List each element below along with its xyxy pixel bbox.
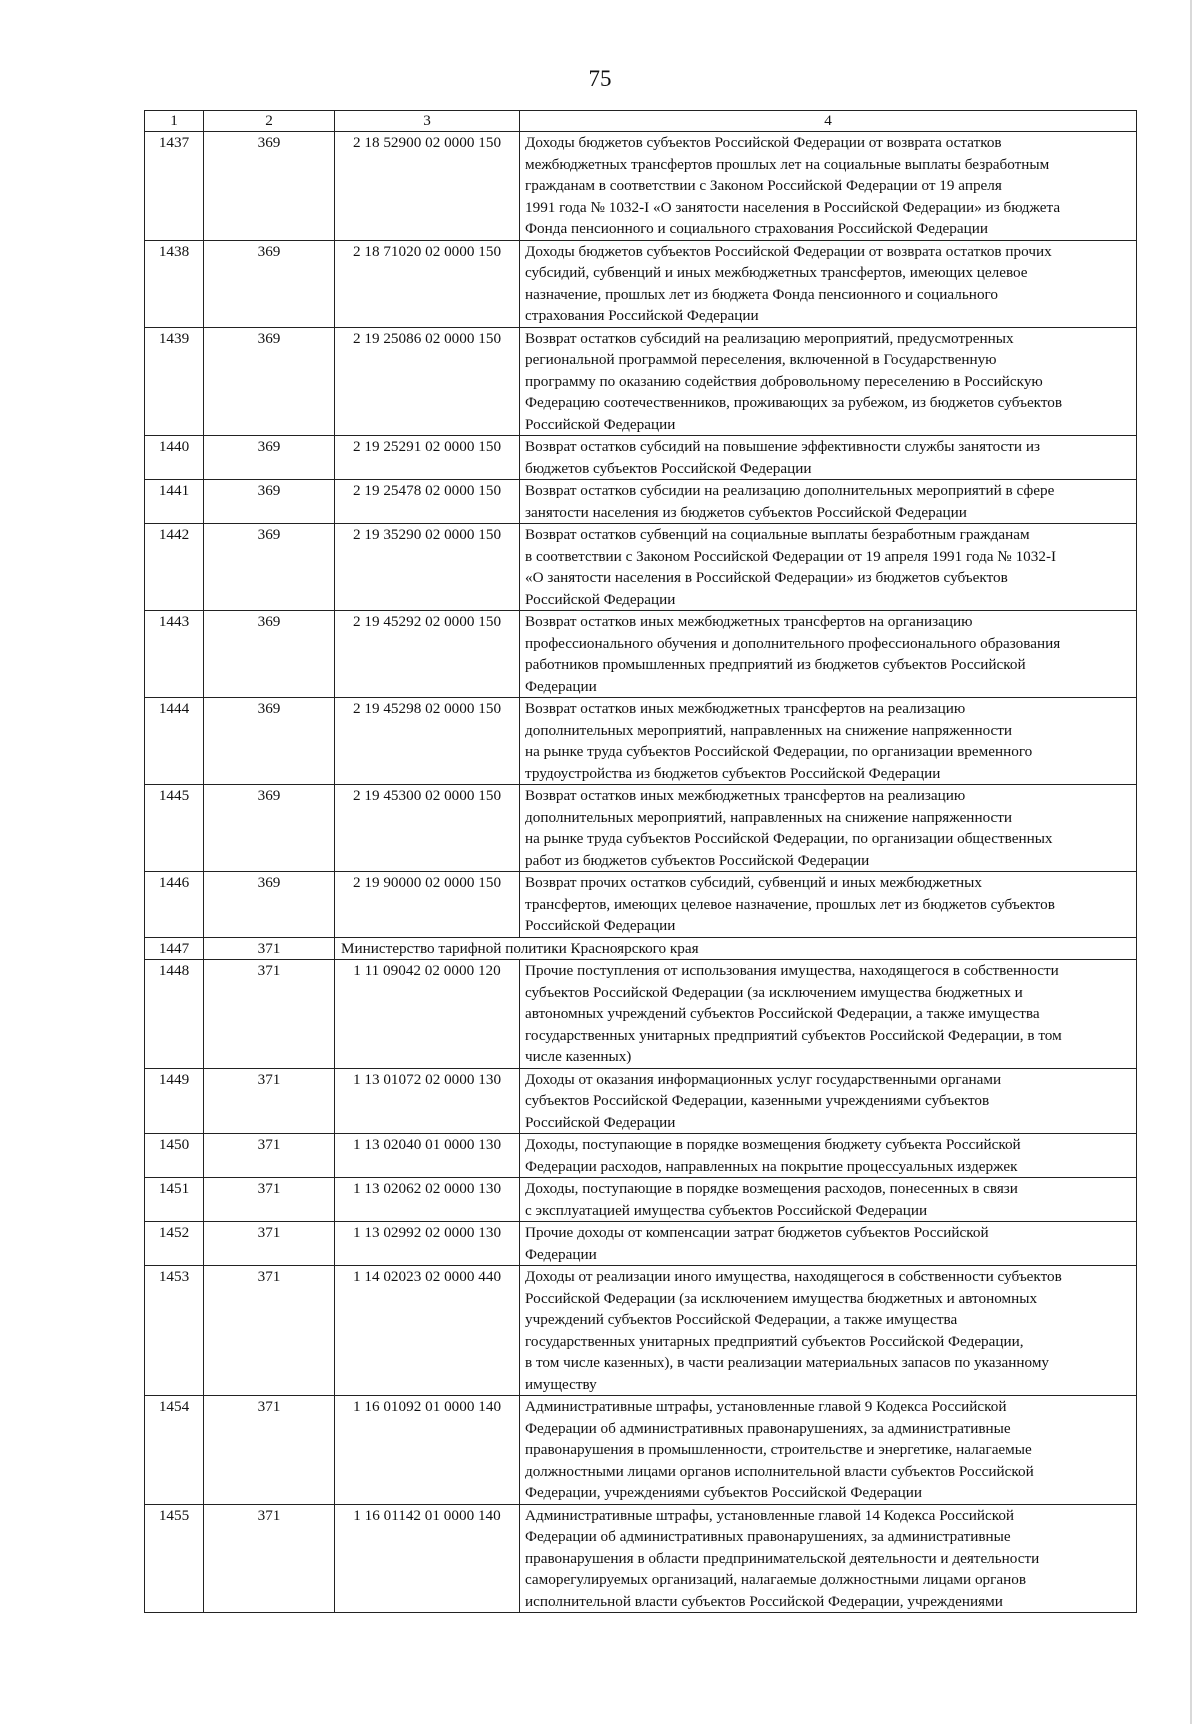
row-number-cell: 1441 [145,480,204,524]
description-line: трансфертов, имеющих целевое назначение, прошлых лет из бюджетов субъектов [525,895,1055,913]
description-line: в том числе казенных), в части реализации материальных запасов по указанному [525,1354,1050,1371]
description-line: Административные штрафы, установленные главой 14 Кодекса Российской [525,1506,1015,1524]
table-row [145,611,1137,698]
budget-code-cell: 1 16 01142 01 0000 140 [335,1504,520,1613]
description-line: Федерации, учреждениями субъектов Российской Федерации [525,1484,923,1501]
row-number-cell: 1438 [145,240,204,327]
description-line: профессионального обучения и дополнительного профессионального образования [525,634,1061,652]
description-line: Российской Федерации [525,1113,676,1131]
description-line: субъектов Российской Федерации, казенными учреждениями субъектов [525,1092,990,1109]
description-line: на рынке труда субъектов Российской Федерации, по организации общественных [525,830,1053,847]
scan-edge-line [1190,0,1192,1724]
admin-code-cell: 371 [204,1222,335,1266]
description-line: 1991 года № 1032-I «О занятости населения в Российской Федерации» из бюджета [525,198,1061,216]
description-line: Федерации расходов, направленных на покрытие процессуальных издержек [525,1157,1018,1175]
description-line: трудоустройства из бюджетов субъектов Российской Федерации [525,764,941,782]
table-row [145,480,1137,524]
description-line: назначение, прошлых лет из бюджета Фонда пенсионного и социального [525,285,998,303]
description-line: Возврат остатков субсидий на повышение эффективности службы занятости из [525,438,1040,455]
budget-code-cell: 2 19 25086 02 0000 150 [335,327,520,436]
description-cell [520,1134,1137,1178]
budget-codes-table [144,110,1137,1613]
page-number: 75 [588,66,612,91]
description-cell [520,327,1137,436]
description-line: государственных унитарных предприятий субъектов Российской Федерации, [525,1332,1024,1350]
row-number-cell: 1446 [145,872,204,938]
table-row [145,1504,1137,1613]
row-number-cell: 1454 [145,1396,204,1505]
header-col-3: 3 [335,111,520,132]
admin-code-cell: 371 [204,937,335,960]
admin-code-cell: 369 [204,240,335,327]
budget-code-cell: 2 18 71020 02 0000 150 [335,240,520,327]
table-row [145,240,1137,327]
description-line: Доходы бюджетов субъектов Российской Федерации от возврата остатков [525,134,1002,151]
admin-code-cell: 371 [204,1396,335,1505]
description-line: учреждений субъектов Российской Федерации, а также имущества [525,1311,958,1328]
description-line: Административные штрафы, установленные главой 9 Кодекса Российской [525,1398,1007,1415]
budget-code-cell: 1 13 01072 02 0000 130 [335,1068,520,1134]
description-line: с эксплуатацией имущества субъектов Российской Федерации [525,1201,928,1219]
description-line: государственных унитарных предприятий субъектов Российской Федерации, в том [525,1026,1062,1044]
description-line: Возврат остатков иных межбюджетных трансфертов на реализацию [525,700,966,717]
admin-code-cell: 369 [204,698,335,785]
description-line: Доходы, поступающие в порядке возмещения бюджету субъекта Российской [525,1136,1021,1153]
budget-code-cell: 1 11 09042 02 0000 120 [335,960,520,1069]
budget-code-cell: 2 19 45292 02 0000 150 [335,611,520,698]
row-number-cell: 1448 [145,960,204,1069]
description-line: Возврат остатков иных межбюджетных трансфертов на организацию [525,613,973,630]
row-number-cell: 1447 [145,937,204,960]
description-line: Возврат прочих остатков субсидий, субвенций и иных межбюджетных [525,874,982,891]
description-line: Прочие доходы от компенсации затрат бюджетов субъектов Российской [525,1224,989,1241]
description-line: Прочие поступления от использования имущества, находящегося в собственности [525,962,1059,979]
admin-code-cell: 371 [204,1266,335,1396]
description-line: Федерации [525,1245,597,1263]
description-line: работ из бюджетов субъектов Российской Федерации [525,851,870,869]
description-line: Доходы бюджетов субъектов Российской Федерации от возврата остатков прочих [525,242,1052,260]
description-cell [520,1504,1137,1613]
table-row [145,524,1137,611]
row-number-cell: 1455 [145,1504,204,1613]
description-line: автономных учреждений субъектов Российской Федерации, а также имущества [525,1005,1040,1022]
admin-code-cell: 369 [204,524,335,611]
description-cell [520,698,1137,785]
budget-code-cell: 1 13 02992 02 0000 130 [335,1222,520,1266]
description-cell [520,960,1137,1069]
row-number-cell: 1444 [145,698,204,785]
description-line: числе казенных) [525,1048,632,1065]
description-cell [520,1266,1137,1396]
header-col-4: 4 [520,111,1137,132]
description-cell [520,611,1137,698]
admin-code-cell: 369 [204,872,335,938]
budget-code-cell: 2 19 45300 02 0000 150 [335,785,520,872]
row-number-cell: 1445 [145,785,204,872]
description-line: Доходы от оказания информационных услуг государственными органами [525,1070,1002,1088]
description-line: Российской Федерации (за исключением имущества бюджетных и автономных [525,1289,1038,1307]
description-line: дополнительных мероприятий, направленных на снижение напряженности [525,808,1013,826]
description-cell [520,240,1137,327]
table-row [145,960,1137,1069]
admin-code-cell: 371 [204,1134,335,1178]
description-line: должностными лицами органов исполнительной власти субъектов Российской [525,1462,1034,1480]
budget-code-cell: 1 14 02023 02 0000 440 [335,1266,520,1396]
description-line: Возврат остатков субсидий на реализацию мероприятий, предусмотренных [525,329,1014,347]
description-line: работников промышленных предприятий из бюджетов субъектов Российской [525,656,1026,673]
description-cell [520,1178,1137,1222]
description-cell [520,785,1137,872]
table-row [145,1266,1137,1396]
table-row [145,698,1137,785]
description-cell [520,132,1137,241]
description-line: Российской Федерации [525,590,676,608]
description-line: Доходы, поступающие в порядке возмещения расходов, понесенных в связи [525,1180,1018,1197]
table-row [145,1134,1137,1178]
description-line: страхования Российской Федерации [525,307,759,324]
description-line: межбюджетных трансфертов прошлых лет на социальные выплаты безработным [525,155,1050,173]
description-line: Доходы от реализации иного имущества, находящегося в собственности субъектов [525,1268,1062,1285]
budget-code-cell: 2 19 45298 02 0000 150 [335,698,520,785]
row-number-cell: 1439 [145,327,204,436]
budget-code-cell: 1 13 02062 02 0000 130 [335,1178,520,1222]
description-line: Возврат остатков субвенций на социальные выплаты безработным гражданам [525,526,1030,543]
row-number-cell: 1442 [145,524,204,611]
table-body [145,132,1137,1613]
description-line: саморегулируемых организаций, налагаемые должностными лицами органов [525,1571,1027,1588]
budget-code-cell: 2 18 52900 02 0000 150 [335,132,520,241]
header-row [145,111,1137,132]
row-number-cell: 1453 [145,1266,204,1396]
description-line: субсидий, субвенций и иных межбюджетных трансфертов, имеющих целевое [525,264,1028,281]
budget-code-cell: 2 19 35290 02 0000 150 [335,524,520,611]
description-line: гражданам в соответствии с Законом Российской Федерации от 19 апреля [525,177,1002,194]
table-row [145,1068,1137,1134]
description-line: региональной программой переселения, включенной в Государственную [525,351,997,368]
description-line: занятости населения из бюджетов субъектов Российской Федерации [525,503,967,521]
description-cell [520,436,1137,480]
ministry-name-cell: Министерство тарифной политики Красноярского края [335,937,1137,960]
admin-code-cell: 369 [204,132,335,241]
row-number-cell: 1451 [145,1178,204,1222]
description-line: Возврат остатков субсидии на реализацию дополнительных мероприятий в сфере [525,482,1055,499]
description-line: правонарушения в промышленности, строительстве и энергетике, налагаемые [525,1441,1032,1458]
header-col-1: 1 [145,111,204,132]
description-line: бюджетов субъектов Российской Федерации [525,459,812,477]
description-line: субъектов Российской Федерации (за исключением имущества бюджетных и [525,983,1023,1001]
description-cell [520,1396,1137,1505]
row-number-cell: 1449 [145,1068,204,1134]
description-line: в соответствии с Законом Российской Федерации от 19 апреля 1991 года № 1032-I [525,547,1057,565]
description-line: на рынке труда субъектов Российской Федерации, по организации временного [525,743,1033,760]
budget-code-cell: 2 19 25478 02 0000 150 [335,480,520,524]
admin-code-cell: 369 [204,327,335,436]
budget-code-cell: 2 19 25291 02 0000 150 [335,436,520,480]
table-row [145,132,1137,241]
table-row [145,1178,1137,1222]
admin-code-cell: 371 [204,1068,335,1134]
admin-code-cell: 371 [204,1178,335,1222]
description-line: Федерации об административных правонарушениях, за административные [525,1528,1011,1545]
description-cell [520,1222,1137,1266]
admin-code-cell: 369 [204,611,335,698]
description-line: программу по оказанию содействия добровольному переселению в Российскую [525,372,1043,390]
budget-code-cell: 1 16 01092 01 0000 140 [335,1396,520,1505]
admin-code-cell: 371 [204,1504,335,1613]
row-number-cell: 1437 [145,132,204,241]
admin-code-cell: 369 [204,436,335,480]
table-row [145,327,1137,436]
header-col-2: 2 [204,111,335,132]
description-line: Федерации об административных правонарушениях, за административные [525,1419,1011,1437]
budget-code-cell: 2 19 90000 02 0000 150 [335,872,520,938]
table-row [145,937,1137,960]
description-cell [520,480,1137,524]
description-cell [520,524,1137,611]
description-line: Российской Федерации [525,415,676,433]
admin-code-cell: 369 [204,785,335,872]
description-line: Возврат остатков иных межбюджетных трансфертов на реализацию [525,787,966,804]
budget-code-cell: 1 13 02040 01 0000 130 [335,1134,520,1178]
table-row [145,785,1137,872]
table-row [145,436,1137,480]
description-line: имуществу [525,1375,597,1393]
admin-code-cell: 371 [204,960,335,1069]
description-line: дополнительных мероприятий, направленных на снижение напряженности [525,721,1013,739]
description-cell [520,872,1137,938]
description-line: Российской Федерации [525,917,676,934]
admin-code-cell: 369 [204,480,335,524]
description-line: исполнительной власти субъектов Российской Федерации, учреждениями [525,1592,1003,1610]
row-number-cell: 1440 [145,436,204,480]
description-line: Фонда пенсионного и социального страхования Российской Федерации [525,220,989,237]
description-line: «О занятости населения в Российской Федерации» из бюджетов субъектов [525,569,1008,586]
description-line: правонарушения в области предпринимательской деятельности и деятельности [525,1549,1040,1567]
description-line: Федерации [525,677,597,695]
row-number-cell: 1450 [145,1134,204,1178]
table-row [145,1222,1137,1266]
table-row [145,872,1137,938]
description-line: Федерацию соотечественников, проживающих за рубежом, из бюджетов субъектов [525,394,1063,411]
row-number-cell: 1443 [145,611,204,698]
table-row [145,1396,1137,1505]
description-cell [520,1068,1137,1134]
row-number-cell: 1452 [145,1222,204,1266]
